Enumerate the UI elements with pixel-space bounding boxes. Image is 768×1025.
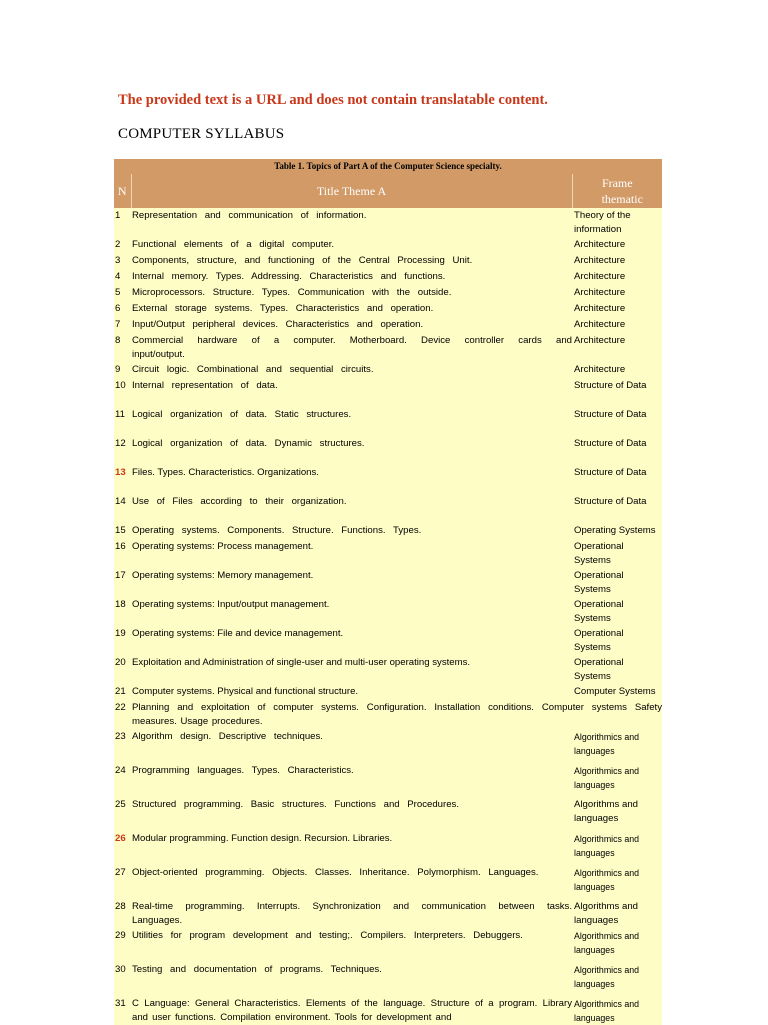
row-frame: Structure of Data xyxy=(572,407,662,436)
table-row xyxy=(114,333,662,362)
row-title: Logical organization of data. Dynamic structures. xyxy=(131,436,572,465)
row-frame: Structure of Data xyxy=(572,465,662,494)
row-number: 10 xyxy=(114,378,131,407)
table-row xyxy=(114,700,662,729)
table-row xyxy=(114,996,662,1025)
row-number: 23 xyxy=(114,729,131,763)
row-title: Operating systems: Input/output management. xyxy=(131,597,572,626)
row-title: Commercial hardware of a computer. Motherboard. Device controller cards and input/output. xyxy=(132,335,572,360)
row-frame: Algorithmics and languages xyxy=(572,928,662,962)
row-frame: Operating Systems xyxy=(572,523,662,539)
row-title: Real-time programming. Interrupts. Synchronization and communication between tasks. Languages. xyxy=(132,901,572,926)
table-row xyxy=(114,729,662,763)
row-number: 26 xyxy=(114,831,131,865)
column-header-title: Title Theme A xyxy=(131,174,572,208)
page-title: COMPUTER SYLLABUS xyxy=(118,126,285,142)
row-number: 2 xyxy=(114,237,131,253)
row-number: 25 xyxy=(114,797,131,831)
row-frame: Structure of Data xyxy=(572,494,662,523)
row-title: Representation and communication of information. xyxy=(131,208,572,237)
table-row xyxy=(114,831,662,865)
row-title: Operating systems: Process management. xyxy=(131,539,572,568)
table-row xyxy=(114,523,662,539)
row-frame: Structure of Data xyxy=(572,436,662,465)
row-frame: Architecture xyxy=(572,333,662,362)
row-frame: Algorithmics and languages xyxy=(572,763,662,797)
row-frame: Algorithmics and languages xyxy=(572,831,662,865)
row-frame: Algorithmics and languages xyxy=(572,996,662,1025)
row-number: 9 xyxy=(114,362,131,378)
row-title: Planning and exploitation of computer systems. Configuration. Installation conditions. Computer systems Safety measures. Usage procedures. xyxy=(132,702,663,727)
table-row xyxy=(114,301,662,317)
row-title: Internal representation of data. xyxy=(131,378,572,407)
row-frame: Operational Systems xyxy=(572,568,662,597)
table-row xyxy=(114,465,662,494)
table-row xyxy=(114,285,662,301)
row-title: Use of Files according to their organization. xyxy=(131,494,572,523)
table-row xyxy=(114,208,662,237)
table-row xyxy=(114,597,662,626)
table-row xyxy=(114,626,662,655)
row-frame: Architecture xyxy=(572,285,662,301)
row-frame: Structure of Data xyxy=(572,378,662,407)
row-title: Exploitation and Administration of single-user and multi-user operating systems. xyxy=(131,655,572,684)
row-number: 31 xyxy=(114,996,131,1025)
column-header-frame xyxy=(572,174,662,208)
row-title: Operating systems. Components. Structure. Functions. Types. xyxy=(131,523,572,539)
row-number: 4 xyxy=(114,269,131,285)
row-frame: Algorithmics and languages xyxy=(572,962,662,996)
table-row xyxy=(114,899,662,928)
table-row xyxy=(114,317,662,333)
row-number: 27 xyxy=(114,865,131,899)
table-row xyxy=(114,436,662,465)
row-title: Operating systems: File and device management. xyxy=(131,626,572,655)
row-frame: Architecture xyxy=(572,317,662,333)
table-row xyxy=(114,539,662,568)
row-frame: Computer Systems xyxy=(572,684,662,700)
table-row xyxy=(114,865,662,899)
table-row xyxy=(114,494,662,523)
column-header-frame-line2: thematic xyxy=(601,192,643,206)
row-frame: Operational Systems xyxy=(572,597,662,626)
row-frame: Architecture xyxy=(572,237,662,253)
table-row xyxy=(114,797,662,831)
row-number: 1 xyxy=(114,208,131,237)
row-frame: Algorithmics and languages xyxy=(572,865,662,899)
row-title: Operating systems: Memory management. xyxy=(131,568,572,597)
row-title: C Language: General Characteristics. Elements of the language. Structure of a program. Library and user functions. Compilation environment. Tools for development and xyxy=(132,998,572,1023)
row-title: Structured programming. Basic structures. Functions and Procedures. xyxy=(131,797,572,831)
row-number: 3 xyxy=(114,253,131,269)
row-number: 13 xyxy=(114,465,131,494)
row-title: Circuit logic. Combinational and sequential circuits. xyxy=(131,362,572,378)
table-row xyxy=(114,655,662,684)
row-number: 16 xyxy=(114,539,131,568)
row-title: Object-oriented programming. Objects. Classes. Inheritance. Polymorphism. Languages. xyxy=(131,865,572,899)
row-number: 24 xyxy=(114,763,131,797)
row-number: 6 xyxy=(114,301,131,317)
row-frame: Algorithms and languages xyxy=(572,797,662,831)
row-frame: Algorithms and languages xyxy=(572,899,662,928)
row-title: Components, structure, and functioning of the Central Processing Unit. xyxy=(131,253,572,269)
row-number: 29 xyxy=(114,928,131,962)
row-title: Modular programming. Function design. Recursion. Libraries. xyxy=(131,831,572,865)
row-title: Computer systems. Physical and functional structure. xyxy=(131,684,572,700)
row-title: Internal memory. Types. Addressing. Characteristics and functions. xyxy=(131,269,572,285)
topics-table xyxy=(114,159,662,1025)
row-number: 8 xyxy=(114,333,131,362)
row-title: Utilities for program development and testing;. Compilers. Interpreters. Debuggers. xyxy=(131,928,572,962)
table-caption: Table 1. Topics of Part A of the Computer Science specialty. xyxy=(114,159,662,174)
table-row xyxy=(114,684,662,700)
row-number: 14 xyxy=(114,494,131,523)
row-frame: Algorithmics and languages xyxy=(572,729,662,763)
row-number: 5 xyxy=(114,285,131,301)
row-frame: Architecture xyxy=(572,269,662,285)
row-number: 17 xyxy=(114,568,131,597)
row-title: Algorithm design. Descriptive techniques. xyxy=(131,729,572,763)
table-row xyxy=(114,269,662,285)
row-title: Files. Types. Characteristics. Organizations. xyxy=(131,465,572,494)
row-number: 20 xyxy=(114,655,131,684)
row-title: Functional elements of a digital computer. xyxy=(131,237,572,253)
row-number: 28 xyxy=(114,899,131,928)
table-row xyxy=(114,763,662,797)
row-title: Programming languages. Types. Characteristics. xyxy=(131,763,572,797)
table-row xyxy=(114,237,662,253)
table-row xyxy=(114,928,662,962)
row-frame: Architecture xyxy=(572,253,662,269)
topics-table-wrapper xyxy=(114,159,662,1025)
table-row xyxy=(114,568,662,597)
row-number: 19 xyxy=(114,626,131,655)
row-number: 22 xyxy=(114,700,131,729)
table-row xyxy=(114,407,662,436)
row-number: 18 xyxy=(114,597,131,626)
row-title: Microprocessors. Structure. Types. Communication with the outside. xyxy=(131,285,572,301)
row-frame: Operational Systems xyxy=(572,539,662,568)
row-frame: Architecture xyxy=(572,362,662,378)
row-title: Input/Output peripheral devices. Characteristics and operation. xyxy=(131,317,572,333)
row-title: Logical organization of data. Static structures. xyxy=(131,407,572,436)
column-header-n: N xyxy=(114,174,131,208)
row-frame: Operational Systems xyxy=(572,626,662,655)
row-number: 7 xyxy=(114,317,131,333)
table-row xyxy=(114,962,662,996)
table-row xyxy=(114,362,662,378)
notice-text: The provided text is a URL and does not contain translatable content. xyxy=(118,92,548,108)
table-row xyxy=(114,378,662,407)
row-frame: Operational Systems xyxy=(572,655,662,684)
row-frame: Architecture xyxy=(572,301,662,317)
row-number: 30 xyxy=(114,962,131,996)
table-row xyxy=(114,253,662,269)
column-header-frame-line1: Frame xyxy=(601,176,633,190)
row-title: External storage systems. Types. Characteristics and operation. xyxy=(131,301,572,317)
row-number: 21 xyxy=(114,684,131,700)
row-number: 15 xyxy=(114,523,131,539)
row-number: 11 xyxy=(114,407,131,436)
row-number: 12 xyxy=(114,436,131,465)
row-frame: Theory of the information xyxy=(572,208,662,237)
row-title: Testing and documentation of programs. Techniques. xyxy=(131,962,572,996)
